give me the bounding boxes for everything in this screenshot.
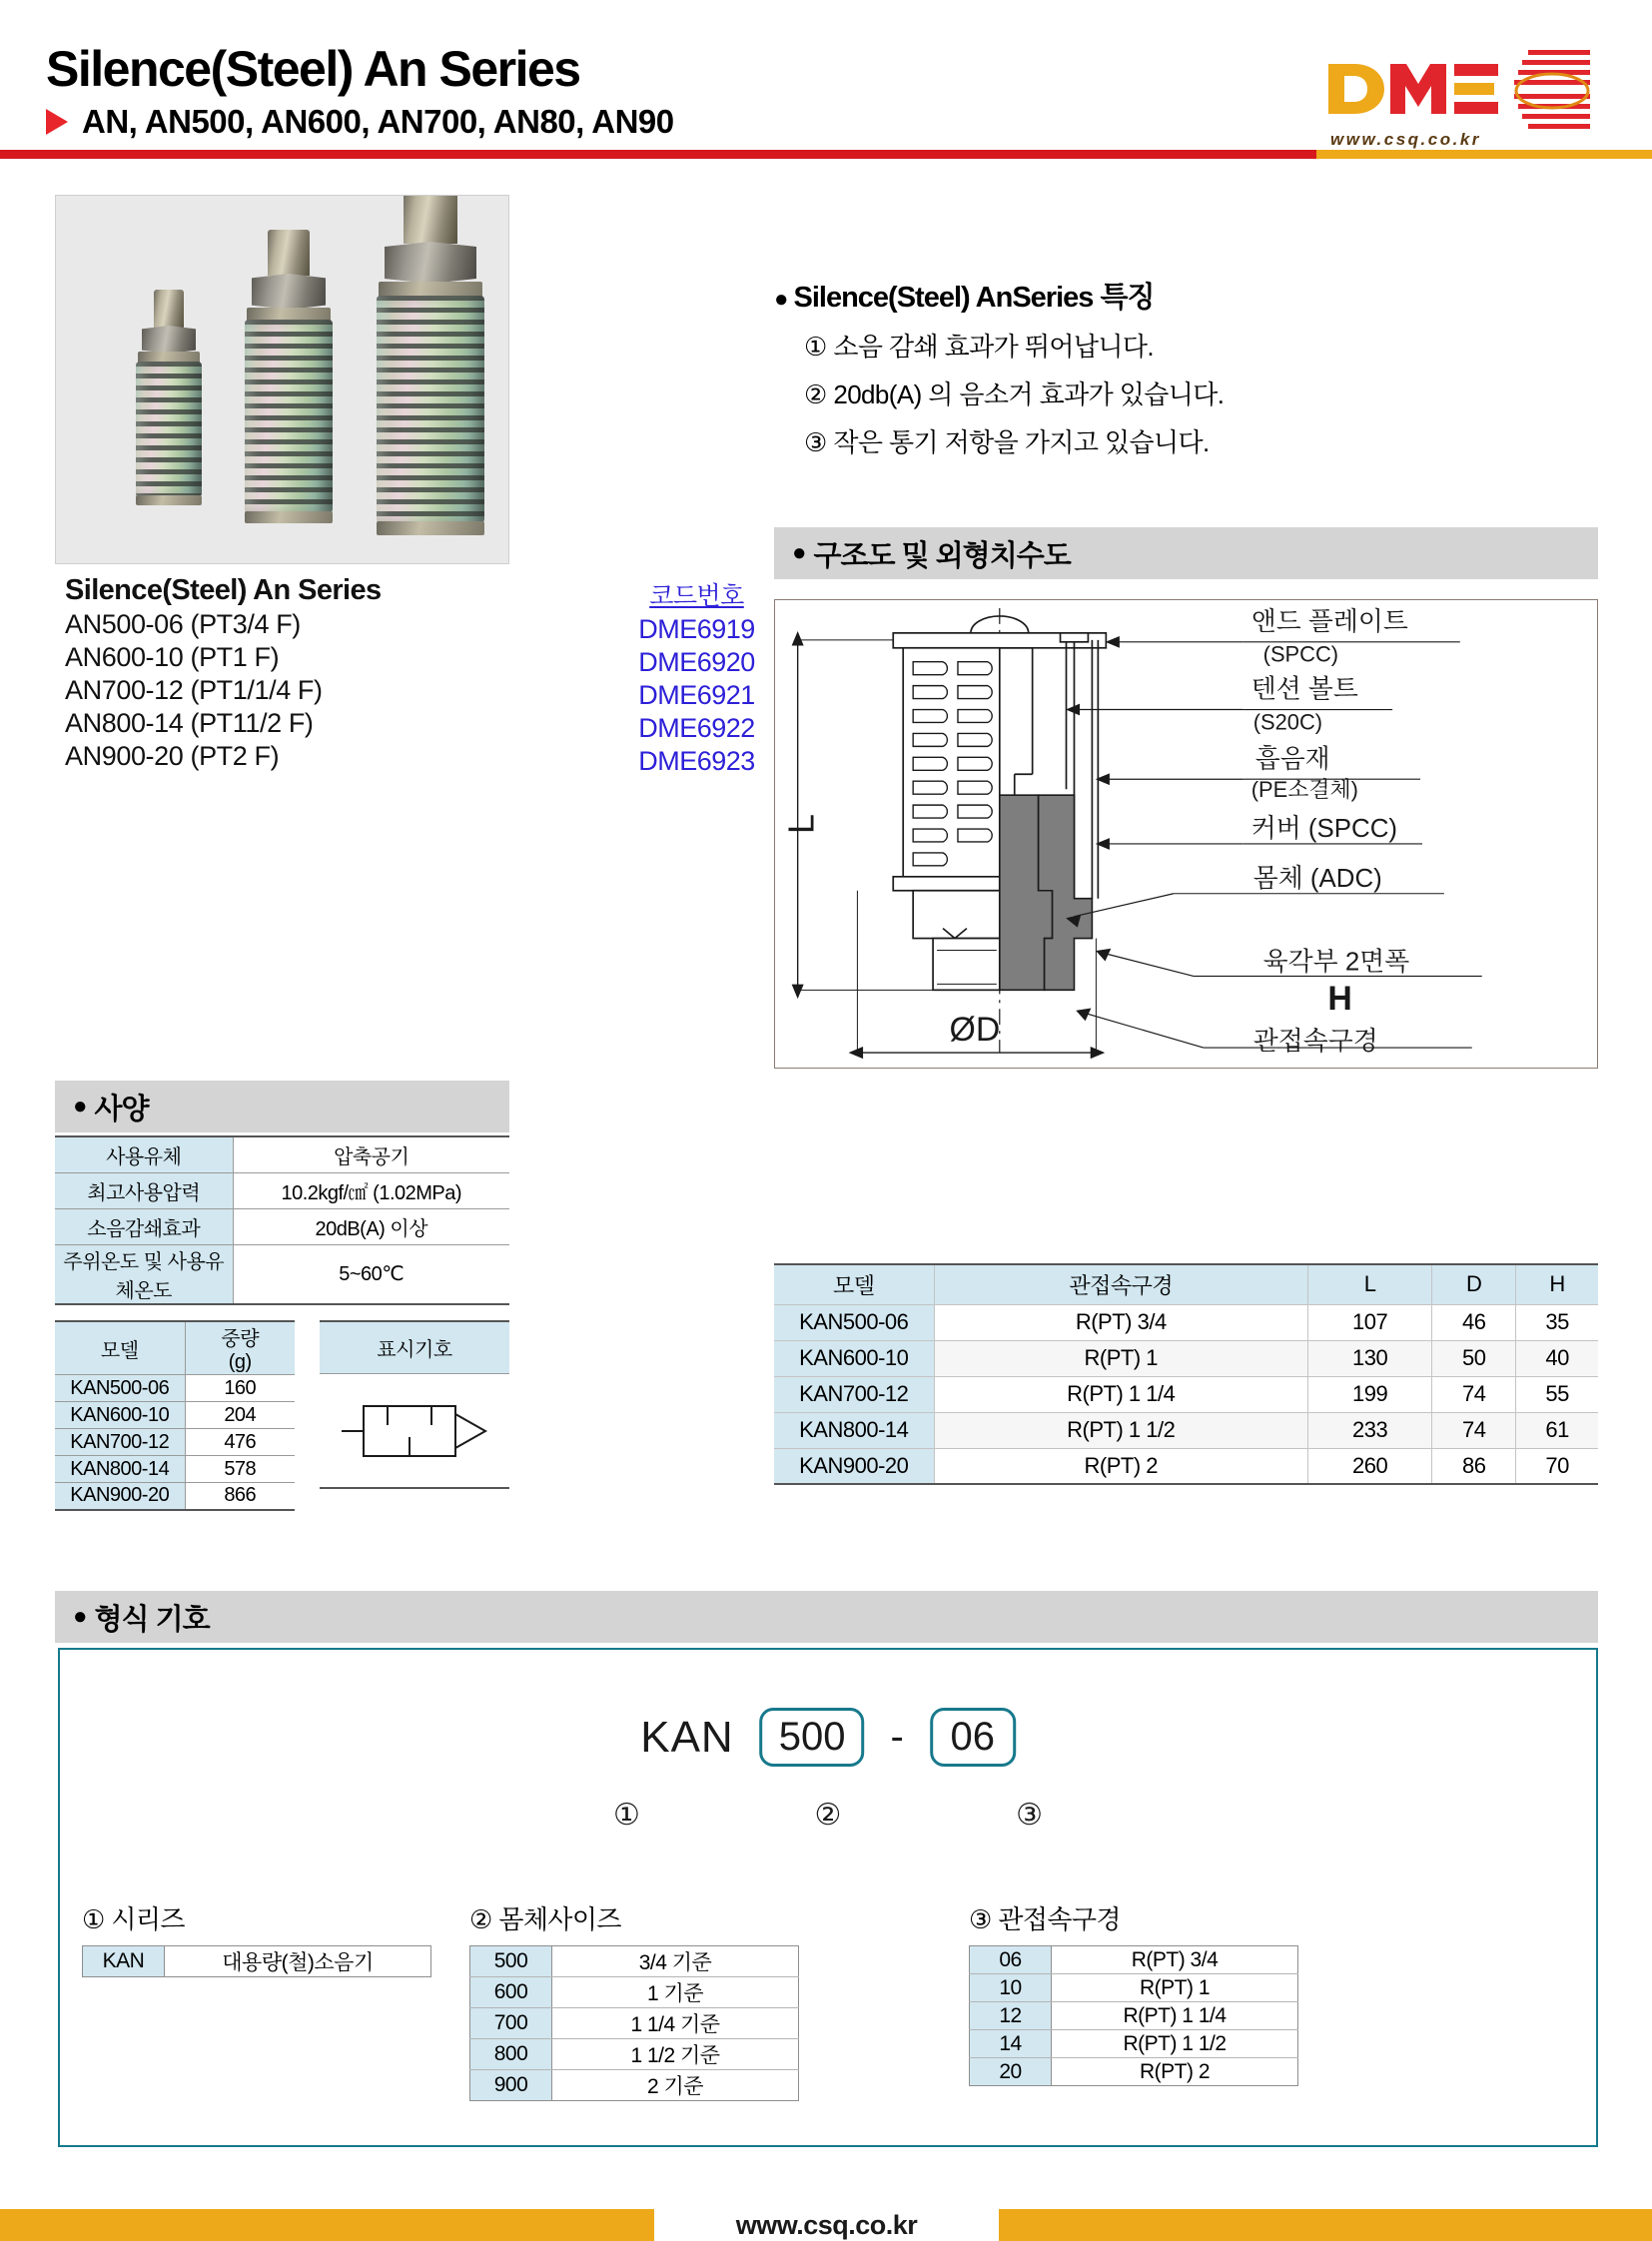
dim-col-l: L [1308,1264,1432,1304]
legend-series-table [82,1945,431,1977]
page-subtitle-wrap [46,103,674,141]
legend-port-dia-table [969,1945,1298,2086]
dim-model: KAN900-20 [774,1448,934,1484]
spec-key: 주위온도 및 사용유체온도 [55,1244,233,1304]
spec-value: 10.2kgf/㎠ (1.02MPa) [233,1172,509,1208]
dim-l: 260 [1308,1448,1432,1484]
dim-label-h: H [1327,980,1352,1019]
legend-value: 1 기준 [552,1977,799,2008]
silencer-symbol-icon [330,1388,499,1474]
silencer-large [356,195,505,535]
product-code: DME6919 [638,614,755,644]
dim-h: 70 [1545,1452,1569,1478]
legend-value: 2 기준 [646,2075,704,2098]
legend-key: 600 [470,1977,552,2008]
table-row [470,1946,799,1977]
legend-body-size-title: ② 몸체사이즈 [469,1904,621,1934]
legend-value: R(PT) 3/4 [1052,1946,1298,1974]
silencer-small [114,291,224,505]
dim-col-model: 모델 [774,1264,934,1304]
table-row [774,1340,1598,1376]
label-tension-bolt-mat: (S20C) [1252,709,1323,735]
label-end-plate: 앤드 플레이트 [1250,607,1408,636]
dim-d: 46 [1432,1304,1516,1340]
product-photo [55,195,509,564]
code-column-header: 코드번호 [649,582,744,610]
dim-l: 199 [1308,1376,1432,1412]
weight-model: KAN600-10 [55,1402,185,1429]
legend-key: 06 [970,1946,1052,1974]
dim-label-l: L [781,814,822,835]
legend-body-size [469,1899,799,2101]
legend-port-dia [969,1899,1298,2086]
symbol-graphic [320,1374,509,1487]
weight-model: KAN900-20 [55,1483,185,1510]
spec-value: 5~60℃ [339,1263,405,1285]
header-rule-red [0,150,1316,159]
header-rule-orange [1316,150,1652,159]
features-section [774,275,1224,459]
bullet-icon: ● [792,539,807,566]
legend-series [82,1899,431,1977]
label-tension-bolt: 텐션 볼트 [1250,675,1358,704]
legend-value: 3/4 기준 [552,1946,799,1977]
label-end-plate-mat: (SPCC) [1262,641,1339,667]
structure-drawing-svg [775,600,1597,1068]
legend-key: KAN [83,1946,165,1977]
table-header-row [774,1264,1598,1304]
features-heading-text: Silence(Steel) AnSeries 특징 [793,282,1155,314]
structure-section-title: 구조도 및 외형치수도 [813,539,1071,572]
table-row [470,2039,799,2070]
bullet-icon: ● [73,1603,88,1630]
weight-value: 476 [185,1429,295,1456]
legend-key: 12 [970,2002,1052,2030]
table-row [83,1946,431,1977]
weight-col-weight [185,1321,295,1375]
legend-series-title: ① 시리즈 [82,1904,185,1934]
dim-h: 55 [1516,1376,1598,1412]
table-row [470,2008,799,2039]
label-port-dia: 관접속구경 [1252,1028,1378,1057]
dim-d: 86 [1432,1448,1516,1484]
spec-section-title: 사양 [94,1093,149,1125]
table-row [55,1402,295,1429]
silencer-medium [224,232,354,523]
triangle-bullet-icon [46,109,68,135]
table-row [774,1376,1598,1412]
table-header-row [55,1321,295,1375]
code-size-pill: 500 [760,1708,865,1767]
product-code: DME6920 [638,647,755,677]
table-row [970,2030,1298,2058]
table-row [55,1375,295,1402]
dme-emblem-icon [1512,48,1596,134]
dim-d: 74 [1432,1412,1516,1448]
table-row [970,1946,1298,1974]
label-hex-width: 육각부 2면폭 [1262,948,1410,977]
mark-3: ③ [1016,1799,1043,1832]
spec-key: 최고사용압력 [55,1172,233,1208]
weight-col-weight-label: 중량 [221,1328,260,1350]
table-row [55,1483,295,1510]
legend-key: 10 [970,1974,1052,2002]
spec-key: 사용유체 [55,1136,233,1172]
feature-item: ② 20db(A) 의 음소거 효과가 있습니다. [804,379,1225,409]
table-row [774,1304,1598,1340]
dim-port: R(PT) 1 [934,1340,1308,1376]
weight-model: KAN700-12 [55,1429,185,1456]
weight-value: 578 [185,1456,295,1483]
product-model: AN900-20 (PT2 F) [65,741,280,771]
legend-key: 700 [470,2008,552,2039]
dim-model: KAN600-10 [774,1340,934,1376]
table-row [774,1448,1598,1484]
structure-diagram [774,599,1598,1069]
product-code: DME6923 [638,746,755,776]
table-row [970,2058,1298,2086]
label-cover: 커버 (SPCC) [1250,814,1398,843]
label-absorber: 흡음재 [1254,745,1330,774]
dim-label-d: ØD [949,1011,1001,1050]
mark-2: ② [814,1799,842,1832]
spec-value: 압축공기 [233,1136,509,1172]
model-code-formula [640,1708,1016,1767]
weight-model: KAN800-14 [55,1456,185,1483]
model-code-marks [613,1798,1043,1833]
code-dash: - [890,1715,904,1759]
dim-h: 40 [1516,1340,1598,1376]
legend-value: 1 1/4 기준 [552,2008,799,2039]
dim-d: 50 [1432,1340,1516,1376]
spec-table [55,1135,509,1305]
symbol-box [320,1320,509,1489]
product-model: AN600-10 (PT1 F) [65,642,280,672]
weight-value: 866 [185,1483,295,1510]
product-code: DME6922 [638,713,755,743]
code-prefix: KAN [640,1712,734,1762]
logo-url: www.csq.co.kr [1330,130,1481,149]
page-title: Silence(Steel) An Series [46,41,580,97]
legend-value: R(PT) 1 [1052,1974,1298,2002]
weight-model: KAN500-06 [55,1375,185,1402]
dim-h: 61 [1516,1412,1598,1448]
footer-url: www.csq.co.kr [735,2209,918,2240]
product-name: Silence(Steel) An Series [65,574,382,606]
footer-bar-right [999,2209,1652,2241]
product-model: AN500-06 (PT3/4 F) [65,609,301,639]
table-row [55,1136,509,1172]
table-row [55,1456,295,1483]
legend-key: 20 [970,2058,1052,2086]
legend-value: R(PT) 1 1/2 [1052,2030,1298,2058]
legend-key: 900 [470,2070,552,2101]
legend-port-dia-title: ③ 관접속구경 [969,1904,1121,1934]
dme-logo [1316,46,1606,161]
code-port-pill: 06 [930,1708,1016,1767]
weight-table [55,1320,295,1511]
table-row [470,1977,799,2008]
table-row [774,1412,1598,1448]
spec-section-header [55,1081,509,1132]
feature-item: ① 소음 감쇄 효과가 뛰어납니다. [804,332,1155,362]
legend-value: 1 1/2 기준 [552,2039,799,2070]
table-row [55,1172,509,1208]
legend-key: 800 [470,2039,552,2070]
table-row [55,1244,509,1304]
dim-l: 233 [1308,1412,1432,1448]
mark-1: ① [613,1799,640,1832]
dim-col-h: H [1516,1264,1598,1304]
table-row [55,1208,509,1244]
dim-l: 107 [1308,1304,1432,1340]
label-body: 몸체 (ADC) [1252,864,1382,893]
dimension-table [774,1263,1598,1485]
model-code-section-header [55,1591,1598,1643]
page-subtitle: AN, AN500, AN600, AN700, AN80, AN90 [82,103,674,140]
dim-l: 130 [1308,1340,1432,1376]
bullet-icon: ● [774,286,788,313]
dim-model: KAN800-14 [774,1412,934,1448]
table-row [970,2002,1298,2030]
structure-section-header [774,527,1598,579]
table-row [970,1974,1298,2002]
product-model: AN700-12 (PT1/1/4 F) [65,675,323,705]
dim-col-port: 관접속구경 [934,1264,1308,1304]
legend-key: 500 [470,1946,552,1977]
dim-d: 74 [1432,1376,1516,1412]
dme-wordmark-icon [1324,58,1524,120]
spec-key: 소음감쇄효과 [55,1208,233,1244]
table-row [470,2070,799,2101]
legend-value: R(PT) 2 [1140,2059,1210,2083]
weight-col-model: 모델 [55,1321,185,1375]
dim-port: R(PT) 2 [934,1448,1308,1484]
dim-port: R(PT) 3/4 [934,1304,1308,1340]
features-heading [774,275,1224,316]
model-code-section-title: 형식 기호 [94,1603,210,1636]
dim-model: KAN700-12 [774,1376,934,1412]
table-row [55,1429,295,1456]
dim-col-d: D [1432,1264,1516,1304]
product-code: DME6921 [638,680,755,710]
legend-value: R(PT) 1 1/4 [1052,2002,1298,2030]
weight-value: 160 [185,1375,295,1402]
weight-value: 204 [185,1402,295,1429]
product-model: AN800-14 (PT11/2 F) [65,708,314,738]
label-absorber-mat: (PE소결체) [1250,777,1358,803]
symbol-box-header: 표시기호 [320,1322,509,1374]
legend-value: 대용량(철)소음기 [222,1951,374,1974]
feature-item: ③ 작은 통기 저항을 가지고 있습니다. [804,427,1210,457]
dim-model: KAN500-06 [774,1304,934,1340]
bullet-icon: ● [73,1093,88,1120]
legend-body-size-table [469,1945,799,2101]
spec-value: 20dB(A) 이상 [233,1208,509,1244]
dim-port: R(PT) 1 1/4 [934,1376,1308,1412]
footer-bar-left [0,2209,654,2241]
legend-key: 14 [970,2030,1052,2058]
dim-h: 35 [1516,1304,1598,1340]
model-code-box [58,1648,1598,2147]
weight-col-weight-unit: (g) [228,1351,252,1373]
dim-port: R(PT) 1 1/2 [934,1412,1308,1448]
